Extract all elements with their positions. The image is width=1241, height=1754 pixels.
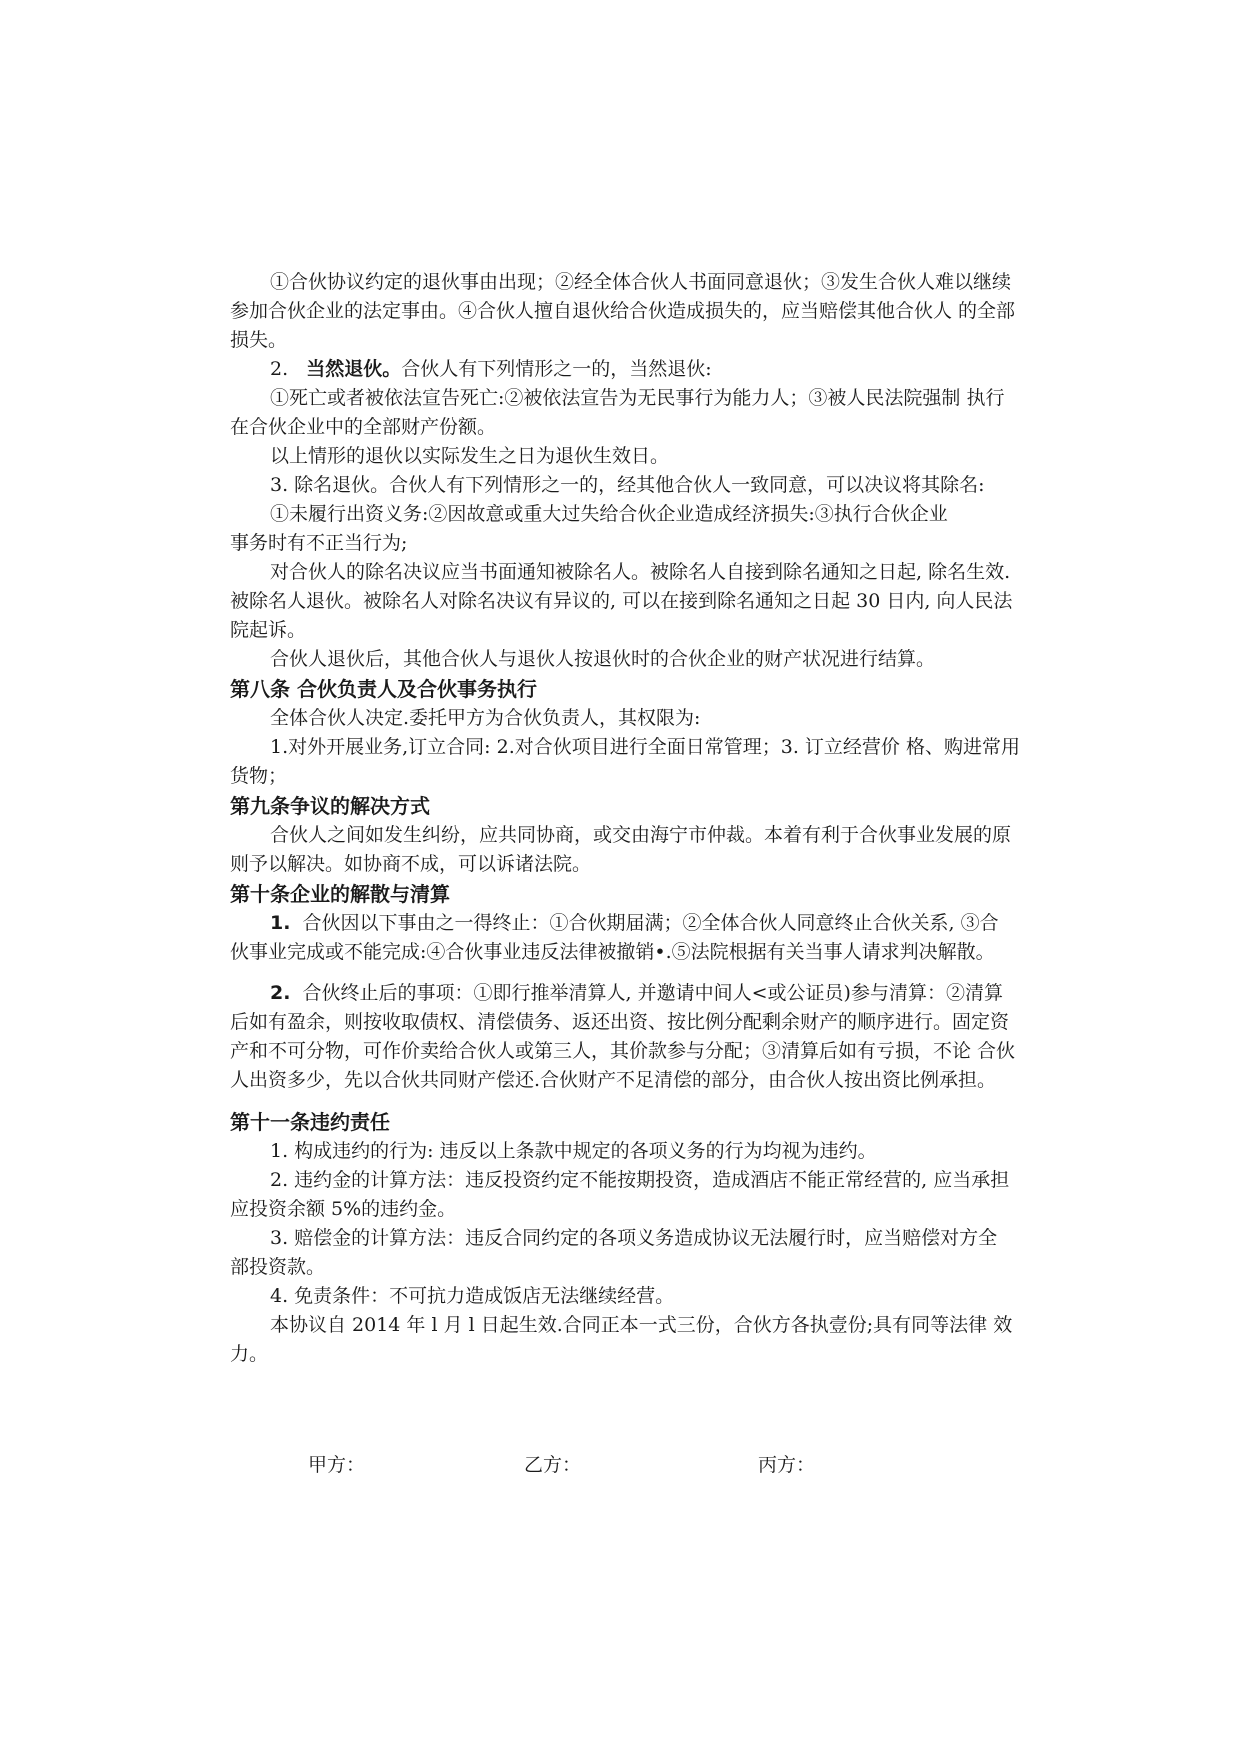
signature-block <box>0 1450 1241 1480</box>
paragraph-disputes: 合伙人之间如发生纠纷，应共同协商，或交由海宁市仲裁。本着有利于合伙事业发展的原则予以解决。如协商不成，可以诉诸法院。 <box>230 824 1012 875</box>
paragraph-text: 合伙因以下事由之一得终止：①合伙期届满；②全体合伙人同意终止合伙关系, ③合 伙事业完成或不能完成:④合伙事业违反法律被撤销•.⑤法院根据有关当事人请求判决解散。 <box>230 912 999 963</box>
paragraph-withdrawal-conditions: ①合伙协议约定的退伙事由出现；②经全体合伙人书面同意退伙；③发生合伙人难以继续参加合伙企业的法定事由。④合伙人擅自退伙给合伙造成损失的，应当赔偿其他合伙人 的全部损失。 <box>230 271 1016 351</box>
paragraph-expulsion-notice: 对合伙人的除名决议应当书面通知被除名人。被除名人自接到除名通知之日起, 除名生效.被除名人退伙。被除名人对除名决议有异议的, 可以在接到除名通知之日起 30 日内, 向人民法院起诉。 <box>230 561 1013 641</box>
paragraph-delegation: 全体合伙人决定.委托甲方为合伙负责人，其权限为: <box>270 707 701 729</box>
item-number: 2. <box>270 358 289 380</box>
heading-article-9: 第九条争议的解决方式 <box>230 794 430 818</box>
document-body <box>230 268 1020 1369</box>
paragraph-death-cases: ①死亡或者被依法宣告死亡:②被依法宣告为无民事行为能力人；③被人民法院强制 执行在合伙企业中的全部财产份额。 <box>230 387 1005 438</box>
paragraph-termination <box>230 909 1020 967</box>
item-number: 2. <box>270 982 291 1004</box>
paragraph-expulsion: 3. 除名退伙。合伙人有下列情形之一的，经其他合伙人一致同意，可以决议将其除名: <box>270 474 985 496</box>
paragraph-exemption: 4. 免责条件：不可抗力造成饭店无法继续经营。 <box>270 1285 675 1307</box>
heading-article-8: 第八条 合伙负责人及合伙事务执行 <box>230 677 537 701</box>
paragraph-liquidation <box>230 979 1020 1095</box>
signature-party-c: 丙方： <box>758 1454 816 1476</box>
paragraph-compensation: 3. 赔偿金的计算方法：违反合同约定的各项义务造成协议无法履行时，应当赔偿对方全 部投资款。 <box>230 1227 998 1278</box>
paragraph-expulsion-cases: ①未履行出资义务:②因故意或重大过失给合伙企业造成经济损失:③执行合伙企业 <box>270 503 948 525</box>
signature-party-b: 乙方： <box>524 1454 582 1476</box>
signature-party-a: 甲方： <box>308 1454 366 1476</box>
heading-article-11: 第十一条违约责任 <box>230 1110 390 1134</box>
paragraph-expulsion-cases-cont: 事务时有不正当行为; <box>230 532 408 554</box>
paragraph-automatic-withdrawal <box>230 355 1020 384</box>
paragraph-authority: 1.对外开展业务,订立合同: 2.对合伙项目进行全面日常管理；3. 订立经营价 格、购进常用货物； <box>230 736 1020 787</box>
paragraph-effectiveness: 本协议自 2014 年 l 月 l 日起生效.合同正本一式三份，合伙方各执壹份;具有同等法律 效力。 <box>230 1314 1013 1365</box>
paragraph-effective-date: 以上情形的退伙以实际发生之日为退伙生效日。 <box>270 445 670 467</box>
paragraph-text: 合伙终止后的事项：①即行推举清算人, 并邀请中间人<或公证员)参与清算：②清算后如有盈余，则按收取债权、清偿债务、返还出资、按比例分配剩余财产的顺序进行。固定资产和不可分物，可作价卖给合伙人或第三人，其价款参与分配；③清算后如有亏损，不论 合伙人出资多少，先以合伙共同财产偿还.合伙财产不足清偿的部分，由合伙人按出资比例承担。 <box>230 982 1016 1091</box>
item-number: 1. <box>270 912 291 934</box>
paragraph-settlement: 合伙人退伙后，其他合伙人与退伙人按退伙时的合伙企业的财产状况进行结算。 <box>270 648 936 670</box>
paragraph-penalty: 2. 违约金的计算方法：违反投资约定不能按期投资，造成酒店不能正常经营的, 应当承担应投资余额 5%的违约金。 <box>230 1169 1010 1220</box>
paragraph-breach-definition: 1. 构成违约的行为: 违反以上条款中规定的各项义务的行为均视为违约。 <box>270 1140 877 1162</box>
heading-article-10: 第十条企业的解散与清算 <box>230 882 450 906</box>
bold-term: 当然退伙。 <box>306 358 402 380</box>
paragraph-text: 合伙人有下列情形之一的，当然退伙: <box>401 358 712 380</box>
